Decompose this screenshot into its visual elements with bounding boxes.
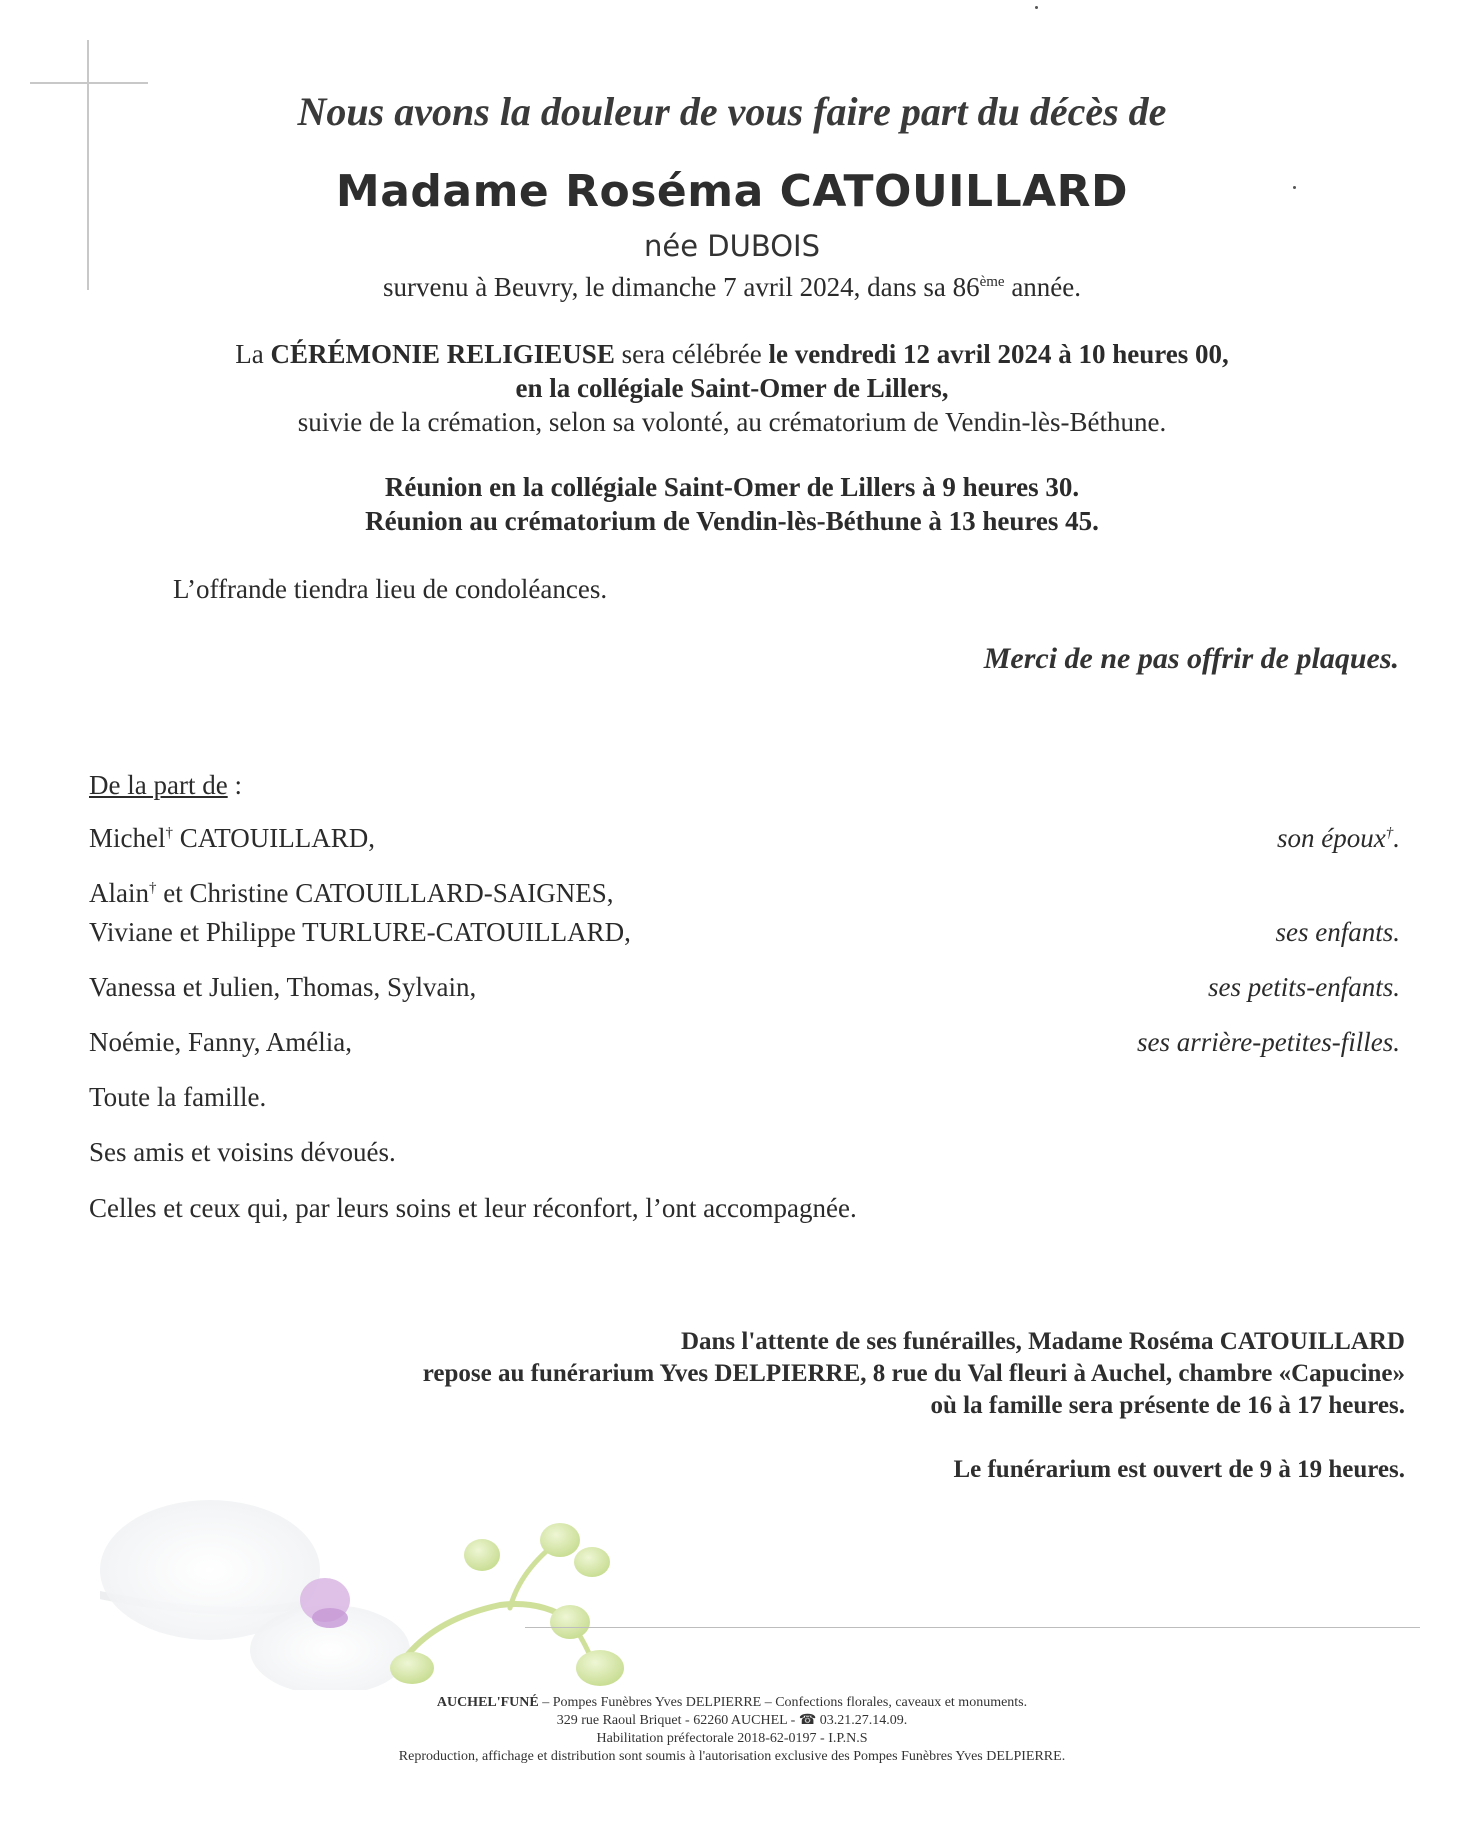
orchid-illustration — [100, 1500, 720, 1690]
funeral-home-brand: AUCHEL'FUNÉ — [436, 1695, 539, 1710]
footer-line: Reproduction, affichage et distribution sont soumis à l'autorisation exclusive des Pompes Funèbres Yves DELPIERRE. — [398, 1749, 1066, 1764]
no-plaques-note: Merci de ne pas offrir de plaques. — [983, 642, 1399, 675]
footer-line: Habilitation préfectorale 2018-62-0197 - I.P.N.S — [596, 1731, 868, 1746]
footer-line: 329 rue Raoul Briquet - 62260 AUCHEL - ☎ 03.21.27.14.09. — [556, 1713, 908, 1728]
maiden-name: née DUBOIS — [643, 229, 820, 263]
reunions-block — [0, 470, 1464, 538]
footer-rule — [525, 1627, 1420, 1628]
deceased-name: Madame Roséma CATOUILLARD — [335, 166, 1129, 217]
scan-speck — [1035, 6, 1038, 9]
funeral-notice: Nous avons la douleur de vous faire part du décès de Madame Roséma CATOUILLARD née DUBOIS survenu à Beuvry, le dimanche 7 avril 2024, dans sa 86ème année. La CÉRÉMONIE RELIGIEUSE sera célébrée le vendredi 12 avril 2024 à 10 heures 00, en la collégiale Saint-Omer de Lillers, suivie de la crémation, selon sa volonté, au crématorium de Vendin-lès-Béthune. Réunion en la collégiale Saint-Omer de Lillers à 9 heures 30. Réunion au crématorium de Vendin-lès-Béthune à 13 heures 45. L’offrande tiendra lieu de condoléances. Merci de ne pas offrir de plaques. De la part de : Michel† CATOUILLARD, son époux†. Alain† et Christine CATOUILLARD-SAIGNES, Viviane et Philippe TURLURE-CATOUILLARD, ses enfants. Vanessa et Julien, Thomas, Sylvain, ses petits-enfants. Noémie, Fanny, Amélia, ses arrière-petites-filles. Toute la famille. Ses amis et voisins dévoués. Celles et ceux qui, par leurs soins et leur réconfort, l’ont accompagnée. Dans l'attente de ses funérailles, Madame Roséma CATOUILLARD repose au funérarium Yves DELPIERRE, 8 rue du Val fleuri à Auchel, chambre «Capucine» où la famille sera présente de 16 à 17 heures. Le funérarium est ouvert de 9 à 19 heures. AUCHEL'FUNÉ – Pompes Funèbres Yves DELPIERRE – Confections florales, caveaux et monuments. 329 rue Raoul Briquet - 62260 AUCHEL - ☎ 03.21.27.14.09. Habilitation préfectorale 2018-62-0197 - I.P.N.S Reproduction, affichage et distribution sont soumis à l'autorisation exclusive des Pompes Funèbres Yves DELPIERRE. — [0, 0, 1464, 1833]
cross-horizontal-bar — [30, 82, 148, 84]
ceremony-line-1: La CÉRÉMONIE RELIGIEUSE sera célébrée le vendredi 12 avril 2024 à 10 heures 00, — [235, 339, 1229, 369]
headline: Nous avons la douleur de vous faire part du décès de — [297, 89, 1167, 134]
footer-line: AUCHEL'FUNÉ – Pompes Funèbres Yves DELPIERRE – Confections florales, caveaux et monuments. — [436, 1695, 1028, 1710]
death-details: survenu à Beuvry, le dimanche 7 avril 2024, dans sa 86ème année. — [382, 272, 1082, 302]
ceremony-location: en la collégiale Saint-Omer de Lillers, — [515, 373, 949, 403]
ceremony-cremation: suivie de la crémation, selon sa volonté, au crématorium de Vendin-lès-Béthune. — [297, 407, 1167, 437]
ceremony-block — [0, 337, 1464, 439]
reunion-line: Réunion en la collégiale Saint-Omer de Lillers à 9 heures 30. — [384, 472, 1080, 502]
repose-block: Dans l'attente de ses funérailles, Madame Roséma CATOUILLARD repose au funérarium Yves DELPIERRE, 8 rue du Val fleuri à Auchel, chambre «Capucine» où la famille sera présente de 16 à 17 heures. — [422, 1328, 1405, 1419]
footer — [0, 1694, 1464, 1766]
offrande-note: L’offrande tiendra lieu de condoléances. — [173, 574, 608, 604]
reunion-line: Réunion au crématorium de Vendin-lès-Béthune à 13 heures 45. — [365, 506, 1099, 536]
opening-hours: Le funérarium est ouvert de 9 à 19 heures. — [953, 1456, 1405, 1483]
de-la-part-label: De la part de : — [89, 770, 242, 800]
